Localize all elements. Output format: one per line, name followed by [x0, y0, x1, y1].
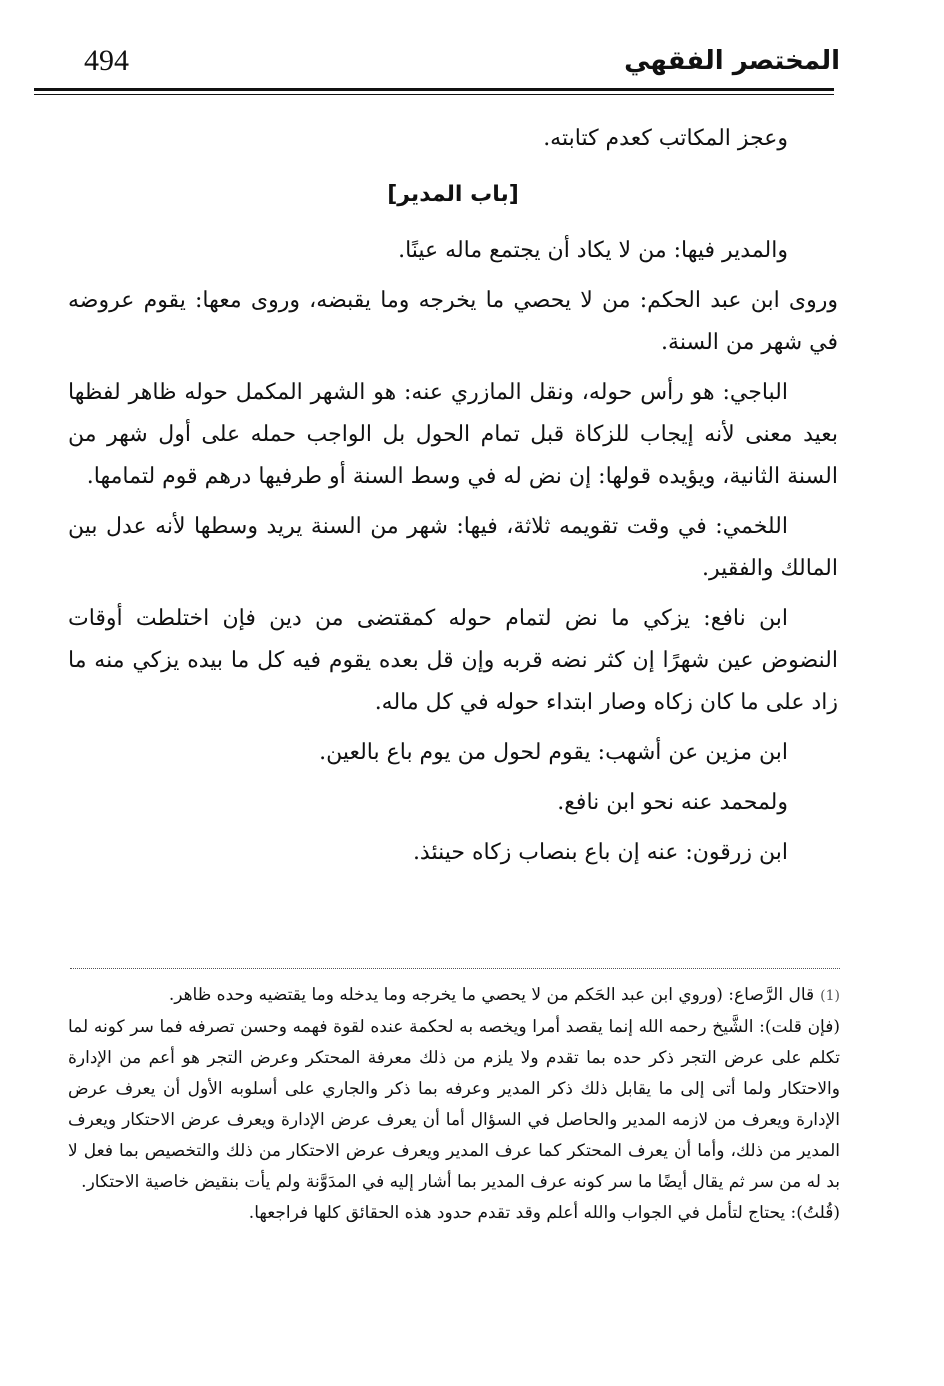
main-text [68, 118, 838, 882]
page-number: 494 [84, 44, 129, 77]
footnote-text: قال الرَّصاع: (وروي ابن عبد الحَكم من لا يحصي ما يخرجه وما يدخله وما يقتضيه وحده ظاهر. [168, 985, 815, 1005]
footnotes [68, 980, 840, 1229]
footnote-paragraph: (قُلتُ): يحتاج لتأمل في الجواب والله أعلم وقد تقدم حدود هذه الحقائق كلها فراجعها. [248, 1203, 840, 1223]
paragraph: ابن نافع: يزكي ما نض لتمام حوله كمقتضى من دين فإن اختلطت أوقات النضوض عين شهرًا إن كثر نضه قربه وإن قل بعده يقوم فيه كل ما بيده يزكي منه ما زاد على ما كان زكاه وصار ابتداء حوله في كل ماله. [68, 606, 838, 715]
paragraph: ابن مزين عن أشهب: يقوم لحول من يوم باع بالعين. [319, 740, 788, 765]
paragraph: والمدير فيها: من لا يكاد أن يجتمع ماله عينًا. [398, 238, 788, 263]
paragraph: اللخمي: في وقت تقويمه ثلاثة، فيها: شهر من السنة يريد وسطها لأنه عدل بين المالك والفقير. [68, 514, 838, 581]
header-rule-thick [34, 88, 834, 91]
footnote-paragraph [68, 980, 840, 1012]
paragraph: وروى ابن عبد الحكم: من لا يحصي ما يخرجه وما يقبضه، وروى معها: يقوم عروضه في شهر من السنة. [68, 288, 838, 355]
paragraph: وعجز المكاتب كعدم كتابته. [543, 126, 788, 151]
paragraph: ابن زرقون: عنه إن باع بنصاب زكاه حينئذ. [412, 840, 788, 865]
paragraph: ولمحمد عنه نحو ابن نافع. [557, 790, 788, 815]
section-title: [باب المدير] [387, 182, 519, 207]
page-header [60, 40, 840, 90]
footnote-divider [70, 968, 840, 969]
header-rule-thin [34, 94, 834, 95]
running-title: المختصر الفقهي [624, 46, 840, 76]
paragraph: الباجي: هو رأس حوله، ونقل المازري عنه: هو الشهر المكمل حوله ظاهر لفظها بعيد معنى لأنه إيجاب للزكاة قبل تمام الحول بل الواجب حمله على أول شهر من السنة الثانية، ويؤيده قولها: إن نض له في وسط السنة أو طرفيها درهم قوم لتمامها. [68, 380, 838, 489]
footnote-marker: (1) [820, 988, 840, 1004]
footnote-paragraph: (فإن قلت): الشَّيخ رحمه الله إنما يقصد أمرا ويخصه به لحكمة عنده لقوة فهمه وحسن تصرفه فما سر كونه لما تكلم على عرض التجر ذكر حده بما تقدم ولا يلزم من ذلك معرفة المحتكر وعرض التجر هو أعم من الإدارة والاحتكار ولما أتى إلى ما يقابل ذلك ذكر المدير وعرفه بما ذكر والجاري على أسلوبه الأول أن يعرف عرض الإدارة ويعرف من لازمه المدير والحاصل في السؤال أما أن يعرف عرض الإدارة ويعرف عرض الاحتكار ويعرف المدير من ذلك، وأما أن يعرف المحتكر كما عرف المدير ويعرف عرض الاحتكار من ذلك والتخصيص بما فعل لا بد له من سر ثم يقال أيضًا ما سر كونه عرف المدير بما أشار إليه في المدَوَّنة ولم يأت بنقيض خاصية الاحتكار. [68, 1017, 840, 1192]
